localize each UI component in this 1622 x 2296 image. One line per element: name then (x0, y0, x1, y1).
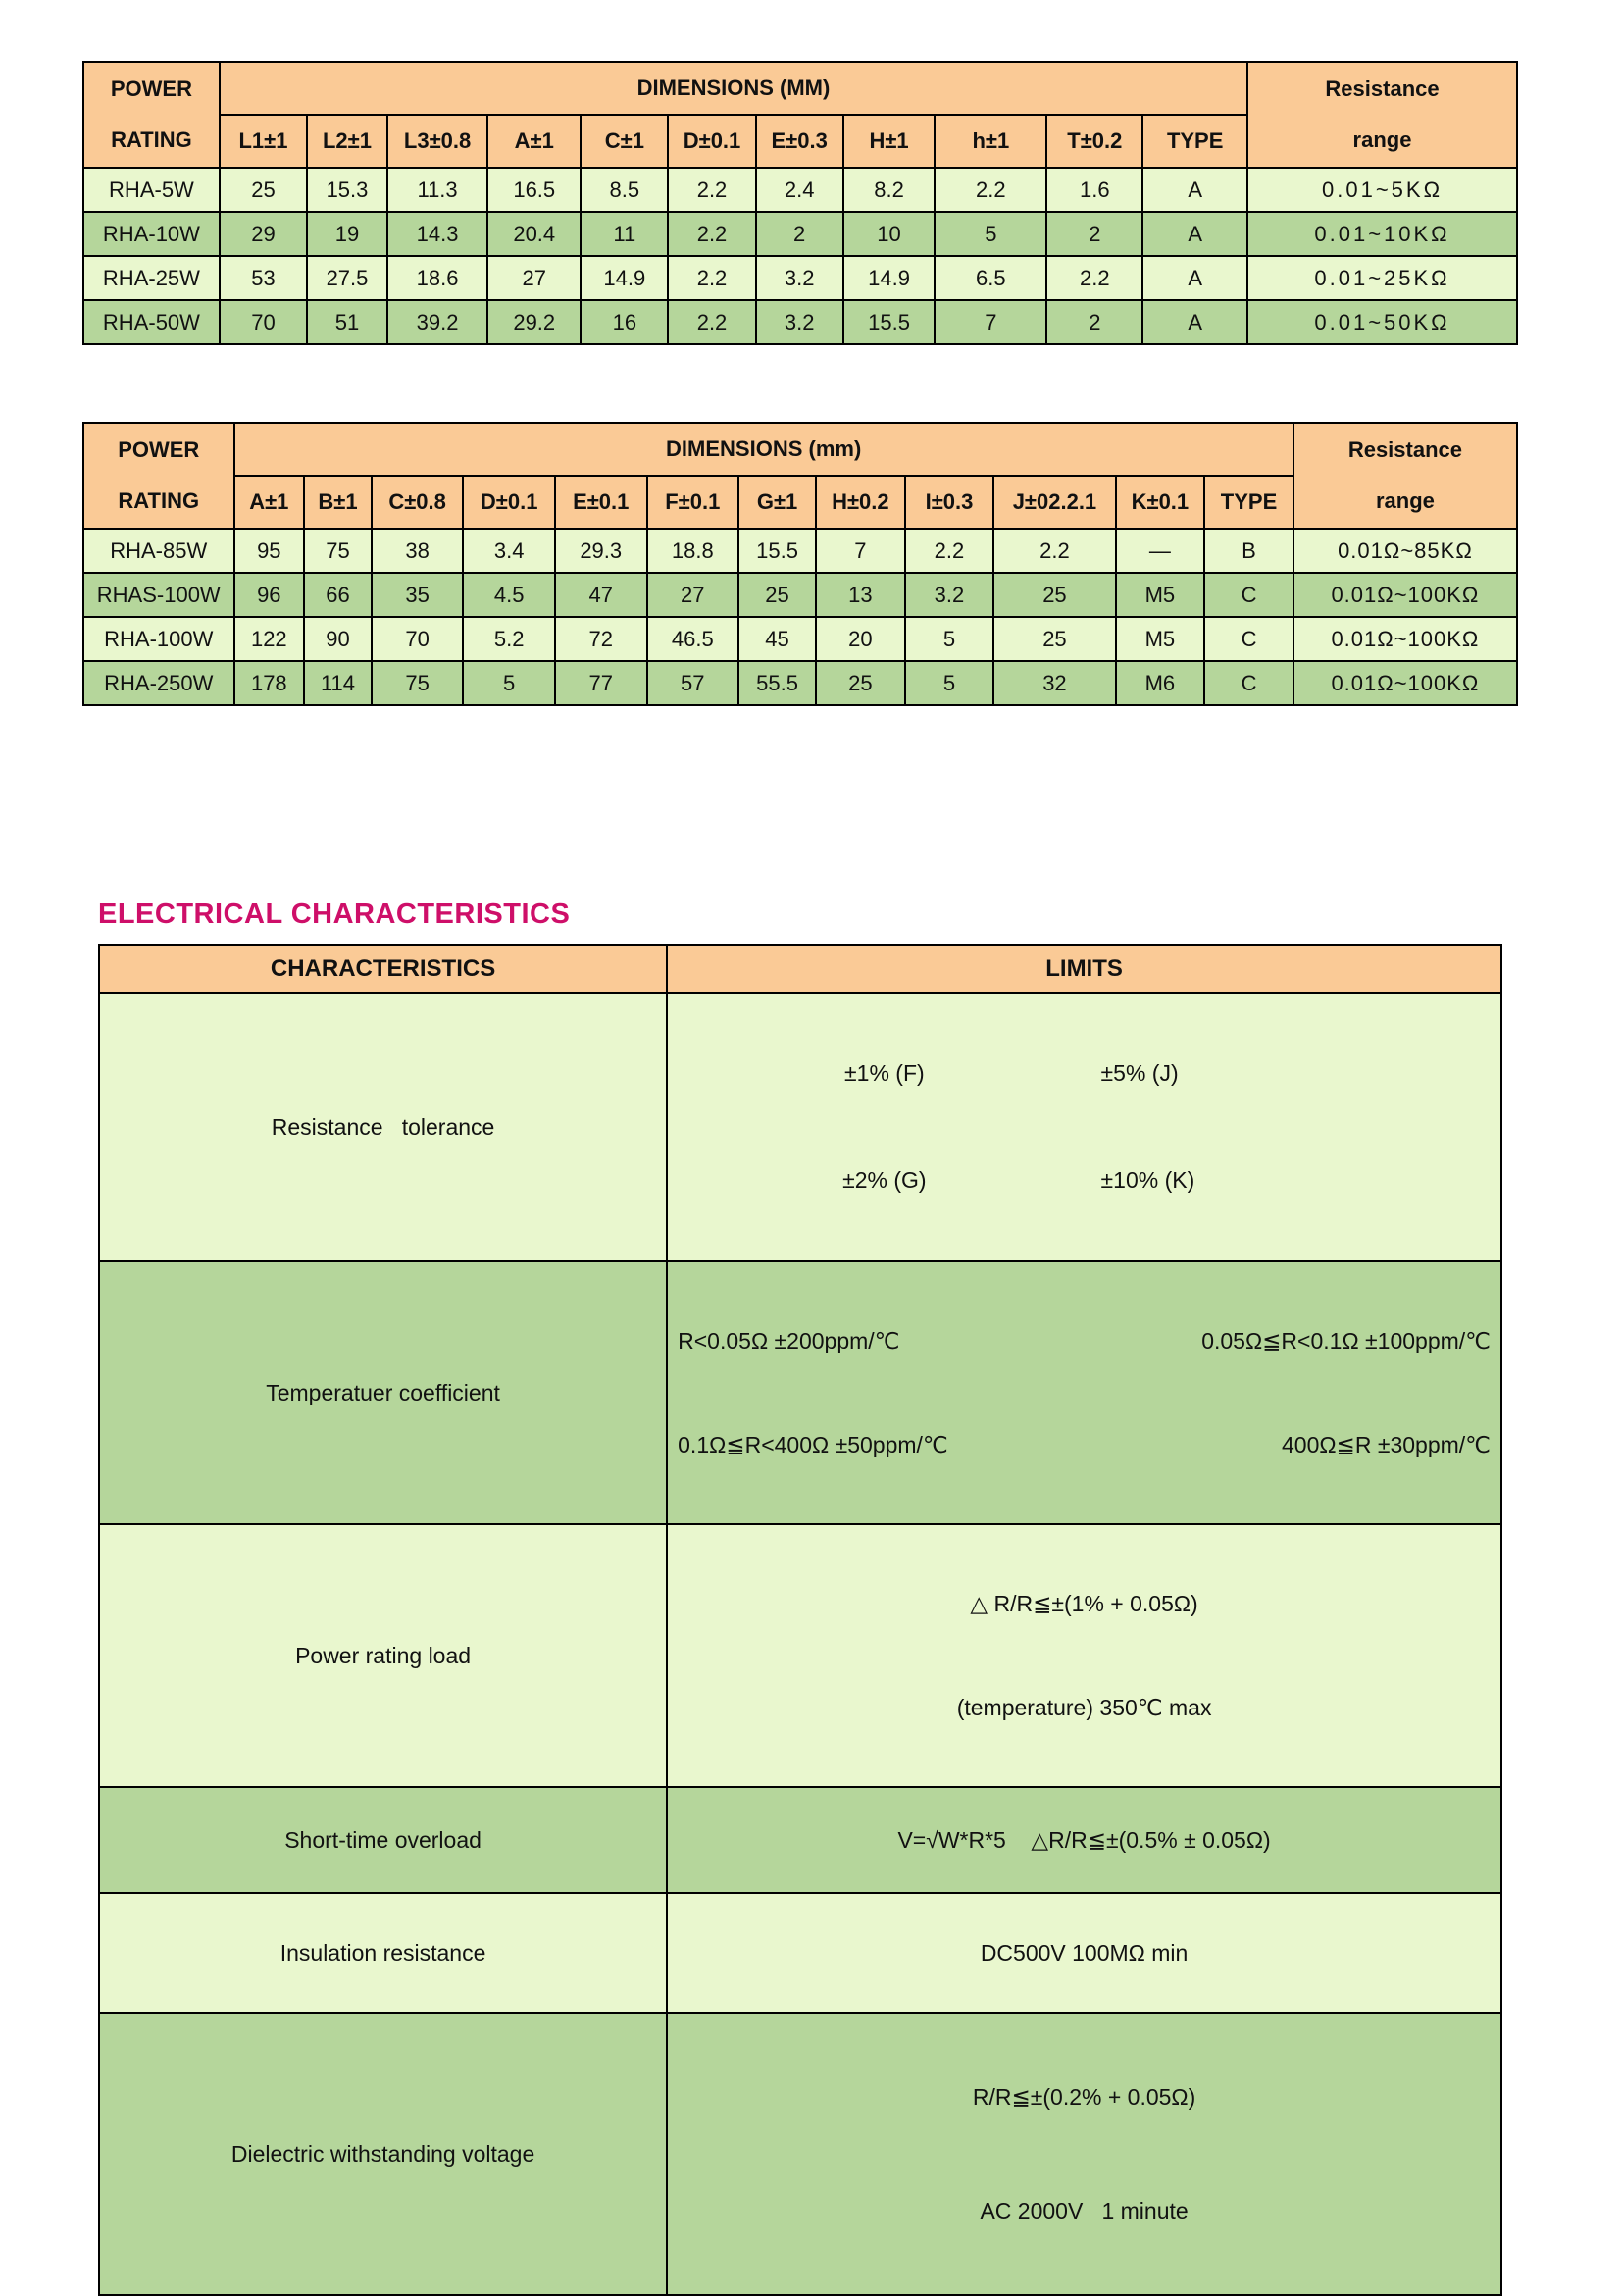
range-cell: 0.01~25KΩ (1247, 256, 1517, 300)
limits-value (667, 993, 1501, 1261)
dim-cell: 2.2 (668, 212, 755, 256)
col-header-i: I±0.3 (905, 476, 994, 529)
dim-cell: 25 (738, 573, 816, 617)
dimensions-header: DIMENSIONS (MM) (220, 62, 1247, 115)
type-cell: A (1142, 300, 1247, 344)
electrical-characteristics-title: ELECTRICAL CHARACTERISTICS (98, 898, 571, 930)
dim-cell: 16.5 (487, 168, 581, 212)
characteristic-label: Resistance tolerance (99, 993, 667, 1261)
range-cell: 0.01Ω~100KΩ (1293, 661, 1517, 705)
characteristic-label: Power rating load (99, 1524, 667, 1787)
dim-cell: 57 (647, 661, 739, 705)
dim-cell: 66 (304, 573, 372, 617)
dim-cell: 2 (1046, 300, 1142, 344)
dim-cell: 96 (234, 573, 305, 617)
table-row-rha-50w (83, 300, 1517, 344)
col-header-h-upper: H±1 (843, 115, 936, 168)
dim-cell: 3.4 (463, 529, 555, 573)
dim-cell: 38 (372, 529, 464, 573)
row-short-time-overload (99, 1787, 1501, 1893)
dimensions-table-a (82, 61, 1518, 345)
col-header-e: E±0.3 (756, 115, 843, 168)
dim-cell: 2.2 (905, 529, 994, 573)
dim-cell: 2.2 (993, 529, 1115, 573)
type-cell: B (1204, 529, 1293, 573)
electrical-characteristics-table (98, 944, 1502, 2296)
col-header-k: K±0.1 (1116, 476, 1205, 529)
dim-cell: 35 (372, 573, 464, 617)
model-cell: RHA-100W (83, 617, 234, 661)
limits-value (667, 2013, 1501, 2295)
power-rating-header (83, 62, 220, 168)
row-resistance-tolerance (99, 993, 1501, 1261)
tolerance-f: ±1% (F) (844, 1060, 925, 1086)
tcr-top: 400Ω≦R ±30ppm/℃ (1281, 1432, 1491, 1457)
dim-cell: 29.3 (555, 529, 647, 573)
dim-cell: 1.6 (1046, 168, 1142, 212)
col-header-l3: L3±0.8 (387, 115, 487, 168)
row-insulation-resistance (99, 1893, 1501, 2013)
limits-value (667, 1524, 1501, 1787)
dim-cell: 75 (372, 661, 464, 705)
col-header-l1: L1±1 (220, 115, 307, 168)
range-label: range (1352, 128, 1412, 152)
resistance-range-header (1247, 62, 1517, 168)
dim-cell: 18.6 (387, 256, 487, 300)
characteristics-header: CHARACTERISTICS (99, 945, 667, 993)
dim-cell: 114 (304, 661, 372, 705)
dim-cell: 90 (304, 617, 372, 661)
range-cell: 0.01~10KΩ (1247, 212, 1517, 256)
dim-cell: 2.2 (668, 168, 755, 212)
dim-cell: 29.2 (487, 300, 581, 344)
limits-line (668, 1046, 1500, 1100)
type-cell: C (1204, 661, 1293, 705)
tolerance-g: ±2% (G) (842, 1167, 927, 1193)
table-row-rha-85w (83, 529, 1517, 573)
dim-cell: 14.9 (843, 256, 936, 300)
dim-cell: 6.5 (935, 256, 1046, 300)
limits-value: V=√W*R*5 △R/R≦±(0.5% ± 0.05Ω) (667, 1787, 1501, 1893)
dim-cell: 70 (372, 617, 464, 661)
dim-cell: 20.4 (487, 212, 581, 256)
model-cell: RHA-5W (83, 168, 220, 212)
table-row-rhas-100w (83, 573, 1517, 617)
type-cell: A (1142, 168, 1247, 212)
table-row-rha-100w (83, 617, 1517, 661)
model-cell: RHA-25W (83, 256, 220, 300)
col-header-type: TYPE (1142, 115, 1247, 168)
dim-cell: 25 (220, 168, 307, 212)
dim-cell: 25 (993, 617, 1115, 661)
dim-cell: 75 (304, 529, 372, 573)
dim-cell: 45 (738, 617, 816, 661)
dim-cell: 10 (843, 212, 936, 256)
dim-cell: 5 (905, 617, 994, 661)
characteristic-label: Temperatuer coefficient (99, 1261, 667, 1524)
dim-cell: 2.2 (668, 300, 755, 344)
col-header-j: J±02.2.1 (993, 476, 1115, 529)
dim-cell: 25 (816, 661, 905, 705)
dim-cell: 5 (463, 661, 555, 705)
dim-cell: 15.5 (843, 300, 936, 344)
dim-cell: 51 (307, 300, 387, 344)
dim-cell: 7 (816, 529, 905, 573)
power-rating-header (83, 423, 234, 529)
dim-cell: 3.2 (905, 573, 994, 617)
range-cell: 0.01~50KΩ (1247, 300, 1517, 344)
dimensions-table-bc (82, 422, 1518, 706)
tcr-low: R<0.05Ω ±200ppm/℃ (678, 1328, 900, 1353)
dim-cell: 2 (756, 212, 843, 256)
col-header-type: TYPE (1204, 476, 1293, 529)
col-header-a: A±1 (234, 476, 305, 529)
tolerance-j: ±5% (J) (1100, 1060, 1179, 1086)
power-label: POWER (110, 77, 192, 101)
type-cell: C (1204, 573, 1293, 617)
dim-cell: 72 (555, 617, 647, 661)
limits-line: (temperature) 350℃ max (956, 1695, 1212, 1720)
dim-cell: 2.2 (668, 256, 755, 300)
dim-cell: 29 (220, 212, 307, 256)
dim-cell: 39.2 (387, 300, 487, 344)
row-dielectric-withstanding-voltage (99, 2013, 1501, 2295)
type-cell: A (1142, 256, 1247, 300)
col-header-b: B±1 (304, 476, 372, 529)
range-cell: 0.01Ω~100KΩ (1293, 573, 1517, 617)
dim-cell: 32 (993, 661, 1115, 705)
type-cell: A (1142, 212, 1247, 256)
limits-line (668, 1419, 1500, 1470)
range-cell: 0.01~5KΩ (1247, 168, 1517, 212)
resistance-range-header (1293, 423, 1517, 529)
dim-cell: M6 (1116, 661, 1205, 705)
col-header-g: G±1 (738, 476, 816, 529)
tcr-high: 0.1Ω≦R<400Ω ±50ppm/℃ (678, 1432, 948, 1457)
col-header-a: A±1 (487, 115, 581, 168)
power-label: POWER (118, 437, 200, 462)
characteristic-label: Insulation resistance (99, 1893, 667, 2013)
dim-cell: 16 (581, 300, 668, 344)
resistance-label: Resistance (1325, 77, 1440, 101)
model-cell: RHA-85W (83, 529, 234, 573)
dim-cell: 122 (234, 617, 305, 661)
dim-cell: 27 (647, 573, 739, 617)
dim-cell: 7 (935, 300, 1046, 344)
dim-cell: 4.5 (463, 573, 555, 617)
dim-cell: 5 (905, 661, 994, 705)
dim-cell: 55.5 (738, 661, 816, 705)
dim-cell: 5 (935, 212, 1046, 256)
dim-cell: 14.3 (387, 212, 487, 256)
col-header-h: H±0.2 (816, 476, 905, 529)
dimensions-header: DIMENSIONS (mm) (234, 423, 1293, 476)
dim-cell: 15.3 (307, 168, 387, 212)
dim-cell: 53 (220, 256, 307, 300)
model-cell: RHA-50W (83, 300, 220, 344)
rating-label: RATING (118, 488, 200, 513)
tcr-mid: 0.05Ω≦R<0.1Ω ±100ppm/℃ (1201, 1328, 1491, 1353)
characteristic-label: Dielectric withstanding voltage (99, 2013, 667, 2295)
dim-cell: 2.2 (1046, 256, 1142, 300)
dim-cell: 11 (581, 212, 668, 256)
row-power-rating-load (99, 1524, 1501, 1787)
range-cell: 0.01Ω~100KΩ (1293, 617, 1517, 661)
range-label: range (1375, 488, 1435, 513)
dim-cell: 11.3 (387, 168, 487, 212)
dim-cell: 77 (555, 661, 647, 705)
dim-cell: M5 (1116, 617, 1205, 661)
dim-cell: 25 (993, 573, 1115, 617)
model-cell: RHA-10W (83, 212, 220, 256)
dim-cell: 8.5 (581, 168, 668, 212)
dim-cell: 8.2 (843, 168, 936, 212)
range-cell: 0.01Ω~85KΩ (1293, 529, 1517, 573)
limits-line: △ R/R≦±(1% + 0.05Ω) (970, 1591, 1198, 1616)
rating-label: RATING (111, 128, 192, 152)
col-header-c: C±1 (581, 115, 668, 168)
dim-cell: 13 (816, 573, 905, 617)
electrical-header-row (99, 945, 1501, 993)
dim-cell: 5.2 (463, 617, 555, 661)
table-row-rha-5w (83, 168, 1517, 212)
dim-cell: 20 (816, 617, 905, 661)
dim-cell: 14.9 (581, 256, 668, 300)
dim-cell: 18.8 (647, 529, 739, 573)
table1-header-row-1 (83, 62, 1517, 115)
tolerance-k: ±10% (K) (1100, 1167, 1195, 1193)
dim-cell: 2.2 (935, 168, 1046, 212)
dim-cell: 27.5 (307, 256, 387, 300)
limits-value (667, 1261, 1501, 1524)
dim-cell: 2 (1046, 212, 1142, 256)
col-header-d: D±0.1 (668, 115, 755, 168)
model-cell: RHA-250W (83, 661, 234, 705)
col-header-l2: L2±1 (307, 115, 387, 168)
dim-cell: — (1116, 529, 1205, 573)
dim-cell: 2.4 (756, 168, 843, 212)
characteristic-label: Short-time overload (99, 1787, 667, 1893)
dim-cell: 3.2 (756, 300, 843, 344)
dim-cell: 70 (220, 300, 307, 344)
limits-line: R/R≦±(0.2% + 0.05Ω) (972, 2084, 1196, 2110)
table2-header-row-1 (83, 423, 1517, 476)
limits-line (668, 1315, 1500, 1366)
col-header-e: E±0.1 (555, 476, 647, 529)
dim-cell: 27 (487, 256, 581, 300)
limits-line (668, 1153, 1500, 1207)
dim-cell: 15.5 (738, 529, 816, 573)
model-cell: RHAS-100W (83, 573, 234, 617)
dim-cell: M5 (1116, 573, 1205, 617)
resistance-label: Resistance (1347, 437, 1463, 462)
col-header-t: T±0.2 (1046, 115, 1142, 168)
col-header-d: D±0.1 (463, 476, 555, 529)
limits-line: AC 2000V 1 minute (980, 2198, 1189, 2223)
type-cell: C (1204, 617, 1293, 661)
dim-cell: 47 (555, 573, 647, 617)
table-row-rha-250w (83, 661, 1517, 705)
row-temperature-coefficient (99, 1261, 1501, 1524)
limits-value: DC500V 100MΩ min (667, 1893, 1501, 2013)
limits-header: LIMITS (667, 945, 1501, 993)
dim-cell: 46.5 (647, 617, 739, 661)
col-header-f: F±0.1 (647, 476, 739, 529)
col-header-h-lower: h±1 (935, 115, 1046, 168)
table-row-rha-25w (83, 256, 1517, 300)
dim-cell: 3.2 (756, 256, 843, 300)
dim-cell: 19 (307, 212, 387, 256)
dim-cell: 178 (234, 661, 305, 705)
dim-cell: 95 (234, 529, 305, 573)
col-header-c: C±0.8 (372, 476, 464, 529)
table-row-rha-10w (83, 212, 1517, 256)
